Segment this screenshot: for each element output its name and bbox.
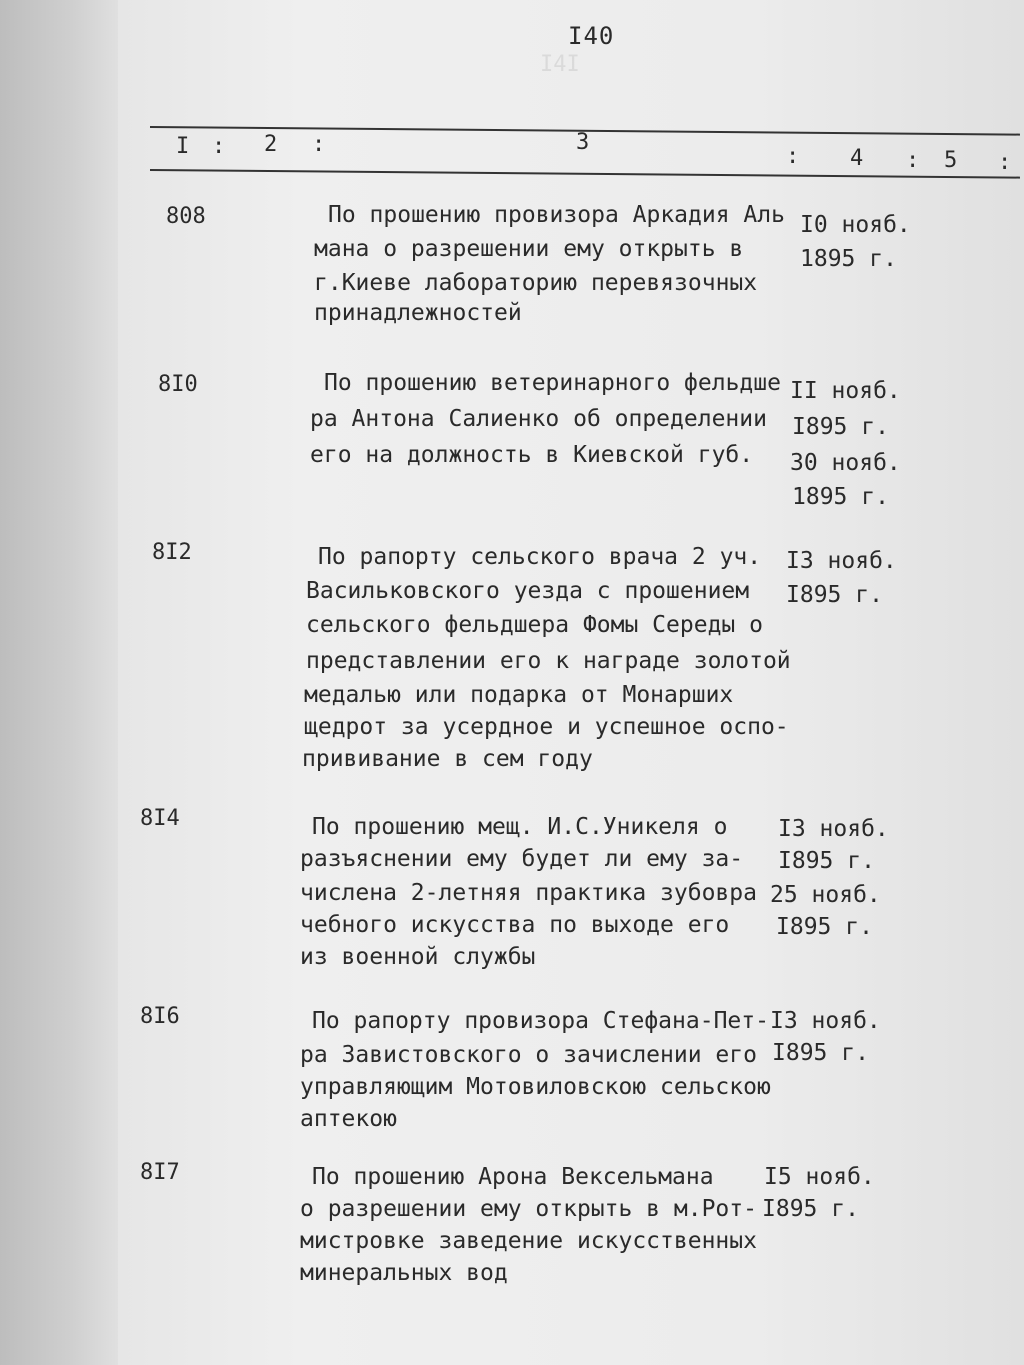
entry-text-line: ра Завистовского о зачислении его: [300, 1042, 757, 1068]
entry-date: 1895 г.: [800, 246, 897, 272]
entry-date: I895 г.: [786, 582, 883, 608]
entry-text-line: разъяснении ему будет ли ему за-: [300, 846, 744, 872]
entry-text-line: сельского фельдшера Фомы Середы о: [306, 612, 763, 638]
entry-date: I895 г.: [762, 1196, 859, 1222]
column-separator: :: [998, 150, 1012, 175]
entry-date: 30 нояб.: [790, 450, 901, 476]
entry-text-line: аптекою: [300, 1106, 397, 1132]
entry-date: 25 нояб.: [770, 882, 881, 908]
entry-text-line: его на должность в Киевской губ.: [310, 442, 754, 468]
column-separator: :: [786, 144, 800, 169]
entry-date: I5 нояб.: [764, 1164, 875, 1190]
entry-date: I3 нояб.: [786, 548, 897, 574]
entry-date: 1895 г.: [792, 484, 889, 510]
entry-text-line: По рапорту провизора Стефана-Пет-: [312, 1008, 769, 1034]
column-header-2: 2: [264, 132, 278, 157]
column-separator: :: [312, 132, 326, 157]
entry-number: 8I4: [140, 806, 180, 831]
entry-text-line: управляющим Мотовиловскою сельскою: [300, 1074, 771, 1100]
entry-text-line: мистровке заведение искусственных: [300, 1228, 757, 1254]
entry-number: 808: [166, 204, 206, 229]
column-header-5: 5: [944, 148, 958, 173]
column-separator: :: [906, 148, 920, 173]
entry-text-line: По рапорту сельского врача 2 уч.: [318, 544, 762, 570]
entry-date: I0 нояб.: [800, 212, 911, 238]
entry-text-line: принадлежностей: [314, 300, 522, 326]
entry-date: I895 г.: [792, 414, 889, 440]
book-spine-shadow: [0, 0, 130, 1365]
column-header-3: 3: [576, 130, 590, 155]
entry-text-line: прививание в сем году: [302, 746, 593, 772]
entry-text-line: По прошению ветеринарного фельдше: [324, 370, 781, 396]
entry-number: 8I2: [152, 540, 192, 565]
entry-number: 8I0: [158, 372, 198, 397]
page-number: I40: [568, 22, 615, 50]
entry-text-line: представлении его к награде золотой: [306, 648, 791, 674]
column-header-4: 4: [850, 146, 864, 171]
entry-text-line: ра Антона Салиенко об определении: [310, 406, 767, 432]
entry-text-line: Васильковского уезда с прошением: [306, 578, 750, 604]
entry-text-line: мана о разрешении ему открыть в: [314, 236, 744, 262]
entry-number: 8I6: [140, 1004, 180, 1029]
entry-date: I895 г.: [776, 914, 873, 940]
entry-date: I895 г.: [772, 1040, 869, 1066]
column-header-1: I: [176, 134, 190, 159]
entry-date: I3 нояб.: [770, 1008, 881, 1034]
entry-text-line: числена 2-летняя практика зубовра: [300, 880, 757, 906]
entry-date: I3 нояб.: [778, 816, 889, 842]
entry-text-line: минеральных вод: [300, 1260, 508, 1286]
entry-date: II нояб.: [790, 378, 901, 404]
entry-text-line: о разрешении ему открыть в м.Рот-: [300, 1196, 757, 1222]
entry-text-line: По прошению провизора Аркадия Аль: [328, 202, 785, 228]
entry-text-line: По прошению Арона Вексельмана: [312, 1164, 714, 1190]
entry-text-line: медалью или подарка от Монарших: [304, 682, 734, 708]
entry-text-line: щедрот за усердное и успешное оспо-: [304, 714, 789, 740]
entry-date: I895 г.: [778, 848, 875, 874]
entry-text-line: чебного искусства по выходе его: [300, 912, 730, 938]
entry-text-line: По прошению мещ. И.С.Уникеля о: [312, 814, 728, 840]
entry-number: 8I7: [140, 1160, 180, 1185]
entry-text-line: г.Киеве лабораторию перевязочных: [314, 270, 758, 296]
entry-text-line: из военной службы: [300, 944, 536, 970]
bleed-through: I4I: [540, 52, 580, 77]
column-separator: :: [212, 134, 226, 159]
